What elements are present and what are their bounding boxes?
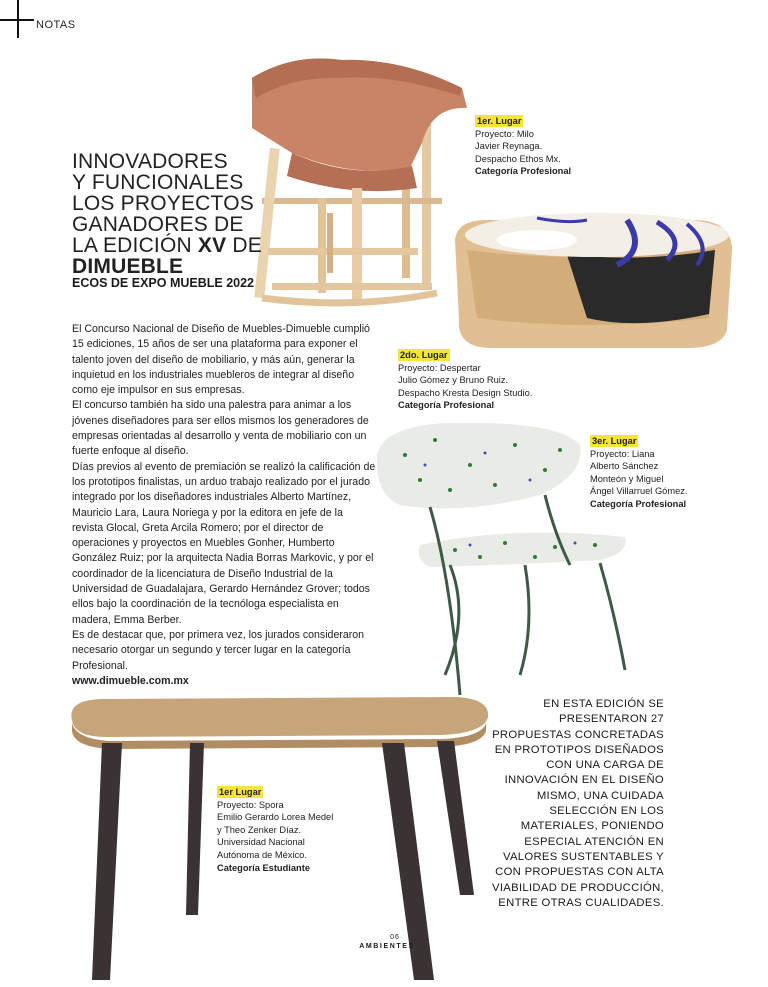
body-paragraph-4: Es de destacar que, por primera vez, los jurados consideraron necesario otorgar un segundo y tercer lugar en la categoría Profesional. <box>72 628 365 672</box>
body-paragraph-2: El concurso también ha sido una palestra para animar a los jóvenes diseñadores para ser ellos mismos los generadores de empresas orientadas al desarrollo y venta de mobiliario con un fuerte enfoque al diseño. <box>72 399 369 458</box>
corner-mark-horizontal <box>0 19 34 21</box>
caption-category: Categoría Estudiante <box>217 862 310 873</box>
page-number: 06 <box>390 934 400 941</box>
caption-line: Proyecto: Despertar <box>398 362 481 373</box>
caption-line: Proyecto: Liana <box>590 448 655 459</box>
magazine-name: AMBIENTES <box>359 943 415 950</box>
headline-line-1: INNOVADORES <box>72 150 228 173</box>
caption-category: Categoría Profesional <box>475 166 572 177</box>
caption-line: Autónoma de México. <box>217 849 307 860</box>
caption-category: Categoría Profesional <box>398 400 495 411</box>
article-body <box>72 322 377 689</box>
caption-line: Ángel Villarruel Gómez. <box>590 486 688 497</box>
pull-quote: EN ESTA EDICIÓN SE PRESENTARON 27 PROPUESTAS CONCRETADAS EN PROTOTIPOS DISEÑADOS CON UNA CARGA DE INNOVACIÓN EN EL DISEÑO MISMO, UNA CUIDADA SELECCIÓN EN LOS MATERIALES, PONIENDO ESPECIAL ATENCIÓN EN VALORES SUSTENTABLES Y CON PROPUESTAS CON ALTA VIABILIDAD DE PRODUCCIÓN, ENTRE OTRAS CUALIDADES. <box>492 698 664 909</box>
caption-line: Julio Gómez y Bruno Ruiz. <box>398 375 509 386</box>
place-badge: 3er. Lugar <box>592 436 637 446</box>
headline-line-6 <box>72 256 272 277</box>
caption-milo <box>475 115 605 178</box>
subhead: ECOS DE EXPO MUEBLE 2022 <box>72 276 255 290</box>
place-badge: 2do. Lugar <box>400 350 448 360</box>
caption-spora <box>217 786 357 874</box>
caption-line: Proyecto: Milo <box>475 128 534 139</box>
caption-line: Javier Reynaga. <box>475 141 543 152</box>
caption-line: Monteón y Miguel <box>590 473 664 484</box>
headline-edition-suffix: DE <box>226 234 262 257</box>
caption-category: Categoría Profesional <box>590 498 687 509</box>
headline-line-5 <box>72 235 272 256</box>
headline-edition-number: XV <box>197 234 227 257</box>
headline <box>72 151 272 277</box>
caption-line: Alberto Sánchez <box>590 461 659 472</box>
caption-line: y Theo Zenker Díaz. <box>217 824 302 835</box>
section-tag: NOTAS <box>36 19 76 31</box>
caption-line: Emilio Gerardo Lorea Medel <box>217 812 334 823</box>
caption-line: Proyecto: Spora <box>217 799 284 810</box>
caption-despertar <box>398 349 558 412</box>
headline-contest-name: DIMUEBLE <box>72 255 184 278</box>
body-paragraph-3: Días previos al evento de premiación se realizó la calificación de los prototipos finalistas, un arduo trabajo realizado por el jurado integrado por los diseñadores industriales Alberto Martínez, Mauricio Lara, Laura Noriega y por la editora en jefe de la revista Glocal, Greta Arcila Romero; por el director de operaciones y proyectos en Muebles Gonher, Humberto González Ruiz; por la arquitecta Nadia Borras Markovic, y por el coordinador de la licenciatura de Diseño Industrial de la Universidad de Guadalajara, Gerardo Hernández Grover; todos ellos bajo la coordinación de la tecnóloga especialista en madera, Emma Berber. <box>72 460 376 626</box>
headline-line-3: LOS PROYECTOS <box>72 192 254 215</box>
caption-line: Despacho Ethos Mx. <box>475 153 561 164</box>
caption-line: Universidad Nacional <box>217 837 305 848</box>
place-badge: 1er Lugar <box>219 787 262 797</box>
headline-line-2: Y FUNCIONALES <box>72 171 244 194</box>
website-link[interactable]: www.dimueble.com.mx <box>72 674 189 687</box>
place-badge: 1er. Lugar <box>477 116 522 126</box>
body-paragraph-1: El Concurso Nacional de Diseño de Muebles-Dimueble cumplió 15 ediciones, 15 años de ser una plataforma para exponer el talento joven del diseño de mobiliario, y más aún, generar la inquietud en los industriales muebleros de integrar al diseño como eje impulsor en sus empresas. <box>72 323 370 397</box>
caption-liana <box>590 435 720 511</box>
headline-line-4: GANADORES DE <box>72 213 244 236</box>
caption-line: Despacho Kresta Design Studio. <box>398 387 533 398</box>
despertar-table-image <box>447 210 737 355</box>
headline-edition-prefix: LA EDICIÓN <box>72 234 198 257</box>
